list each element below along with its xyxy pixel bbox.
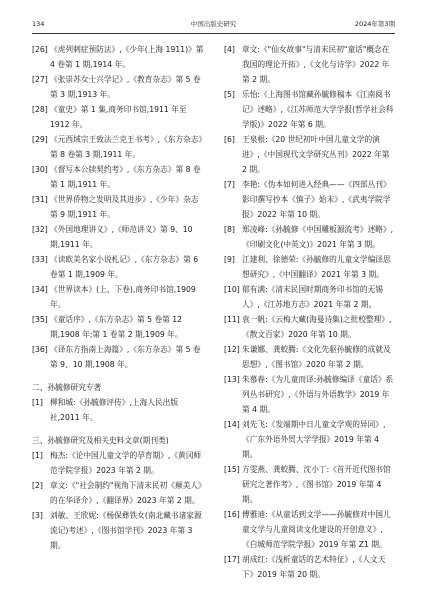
reference-text: 柳和城:《孙毓修评传》,上海人民出版社,2011 年。 <box>50 398 179 422</box>
reference-text: 胡成红:《浅析童话的艺术特征》,《人文天下》2019 年第 20 期。 <box>242 555 386 579</box>
reference-text: 袁一帆:《云梅大藏(海曼诗集)之批校整理》,《散文百家》2020 年第 10 期。 <box>242 315 392 339</box>
reference-entry <box>32 342 204 372</box>
reference-text: 刘先飞:《发端期中日儿童文学观的异同》,《广东外语外贸大学学报》2019 年第 4 期。 <box>242 420 386 459</box>
reference-text: 章文:《"社会制约"视角下清末民初《颠美人》的在华译介》,《翻译界》2023 年第 2 期。 <box>50 481 202 505</box>
reference-number: [32] <box>32 225 48 234</box>
reference-list-monographs <box>32 395 204 425</box>
reference-entry <box>224 552 396 582</box>
reference-entry <box>32 478 204 508</box>
reference-number: [30] <box>32 165 48 174</box>
reference-entry <box>224 372 396 417</box>
reference-number: [27] <box>32 75 48 84</box>
reference-entry <box>32 312 204 342</box>
reference-entry <box>224 312 396 342</box>
reference-text: 郁有满:《清末民国时期商务印书馆的无锡人》,《江苏地方志》2021 年第 2 期。 <box>242 285 383 309</box>
left-column <box>32 42 204 553</box>
reference-text: 刘敏、王欣妮:《杨保彝铁女(南北藏书诸家源流记)考述》,《图书馆学刊》2023 年第 3 期。 <box>50 511 202 550</box>
reference-entry <box>32 282 204 312</box>
reference-text: 《读欧美名家小说札记》,《东方杂志》第 6 卷第 1 期,1909 年。 <box>50 255 199 279</box>
reference-number: [16] <box>224 510 240 519</box>
reference-entry <box>224 87 396 132</box>
reference-text: 王泉根:《20 世纪初叶中国儿童文学的演进》,《中国现代文学研究丛刊》2022 年第 2 期。 <box>242 135 390 174</box>
reference-text: 江建利、徐德荣:《孙毓修的儿童文学编译思想研究》,《中国翻译》2021 年第 3 期。 <box>242 255 391 279</box>
reference-number: [2] <box>32 481 43 490</box>
reference-number: [3] <box>32 511 43 520</box>
right-column <box>224 42 396 582</box>
page-header <box>32 18 395 30</box>
reference-number: [4] <box>224 45 235 54</box>
reference-text: 《世界侨物之发明及其进步》,《少年》杂志第 9 期,1911 年。 <box>50 195 199 219</box>
reference-list-articles <box>32 448 204 553</box>
reference-entry <box>224 417 396 462</box>
reference-text: 章文:《"仙女故事"与清末民初"童话"概念在我国的理论开拓》,《文化与诗学》2022 年第 2 期。 <box>242 45 390 84</box>
reference-entry <box>32 192 204 222</box>
reference-text: 《世界读本》(上、下卷),商务印书馆,1909 年。 <box>50 285 196 309</box>
issue-label: 2024年第3期 <box>354 20 395 28</box>
reference-text: 梅杰:《论中国儿童文学的孕育期》,《黄冈师范学院学报》2023 年第 2 期。 <box>50 451 202 475</box>
reference-number: [9] <box>224 255 235 264</box>
reference-number: [28] <box>32 105 48 114</box>
reference-entry <box>32 508 204 553</box>
reference-entry <box>224 42 396 87</box>
reference-entry <box>32 42 204 72</box>
reference-text: 《译东方指南上海篇》,《东方杂志》第 5 卷第 9、10 期,1908 年。 <box>50 345 201 369</box>
reference-entry <box>224 342 396 372</box>
reference-text: 《督写本公牍契约考》,《东方杂志》第 8 卷第 1 期,1911 年。 <box>50 165 201 189</box>
journal-title: 中国出版史研究 <box>190 20 237 28</box>
reference-number: [12] <box>224 345 240 354</box>
reference-entry <box>32 72 204 102</box>
reference-entry <box>224 177 396 222</box>
section-heading-monographs: 二、孙毓修研究专著 <box>32 383 102 392</box>
reference-entry <box>32 162 204 192</box>
reference-number: [26] <box>32 45 48 54</box>
reference-number: [5] <box>224 90 235 99</box>
reference-number: [36] <box>32 345 48 354</box>
reference-number: [35] <box>32 315 48 324</box>
reference-number: [14] <box>224 420 240 429</box>
reference-entry <box>224 222 396 252</box>
reference-text: 《元西域宗王致法兰克王书考》,《东方杂志》第 8 卷第 3 期,1911 年。 <box>50 135 203 159</box>
reference-text: 朱谦娜、龚蛟腾:《文化先驱孙毓修的成就及思想》,《图书馆》2020 年第 2 期。 <box>242 345 391 369</box>
reference-entry <box>32 132 204 162</box>
reference-entry <box>224 132 396 177</box>
reference-number: [29] <box>32 135 48 144</box>
reference-number: [34] <box>32 285 48 294</box>
reference-text: 郑凌峰:《孙毓修《中国雕板源流考》述略》,《印刷文化(中英文)》2021 年第 3 期。 <box>242 225 394 249</box>
reference-number: [1] <box>32 451 43 460</box>
reference-text: 《童史》第 1 集,商务印书馆,1911 年至 1912 年。 <box>50 105 187 129</box>
reference-entry <box>32 222 204 252</box>
reference-number: [1] <box>32 398 43 407</box>
reference-text: 《虎列剌症预防法》,《少年(上海 1911)》第 4 卷第 1 期,1914 年。 <box>50 45 204 69</box>
reference-entry <box>32 252 204 282</box>
reference-number: [11] <box>224 315 240 324</box>
reference-number: [6] <box>224 135 235 144</box>
reference-number: [7] <box>224 180 235 189</box>
reference-entry <box>32 448 204 478</box>
reference-text: 方雯燕、龚蛟腾、沈小丁:《首开近代图书馆研究之著作考》,《图书馆》2019 年第 4 期。 <box>242 465 391 504</box>
reference-entry <box>32 395 204 425</box>
reference-entry <box>224 282 396 312</box>
reference-entry <box>224 507 396 552</box>
reference-text: 朱慕春:《为儿童而译:孙毓修编译《童话》系列丛书研究》,《外语与外语教学》2019 年第 4 期。 <box>242 375 394 414</box>
reference-number: [31] <box>32 195 48 204</box>
reference-number: [17] <box>224 555 240 564</box>
reference-entry <box>224 252 396 282</box>
header-rule <box>32 33 395 34</box>
reference-text: 《张崇苏女士兴学记》,《教育杂志》第 5 卷第 3 期,1913 年。 <box>50 75 201 99</box>
reference-text: 傅雅迪:《从童话到文学——孙毓修对中国儿童文学与儿童阅读文化建设的开创意义》,《白城师范学院学报》2019 年第 Z1 期。 <box>242 510 391 549</box>
reference-entry <box>32 102 204 132</box>
reference-number: [33] <box>32 255 48 264</box>
page-number: 134 <box>32 20 45 28</box>
reference-number: [8] <box>224 225 235 234</box>
reference-list-main <box>32 42 204 372</box>
reference-number: [15] <box>224 465 240 474</box>
reference-list-articles-continued <box>224 42 396 582</box>
reference-entry <box>224 462 396 507</box>
reference-text: 乐怡:《上海图书馆藏孙毓修稿本《江南阅书记》述略》,《江苏师范大学学报(哲学社会科学版)》2022 年第 6 期。 <box>242 90 394 129</box>
reference-number: [13] <box>224 375 240 384</box>
reference-text: 《童话序》,《东方杂志》第 5 卷第 12 期,1908 年;第 1 卷第 2 期,1909 年。 <box>50 315 183 339</box>
reference-text: 李艳:《伪本如何进入经典——《四部丛刊》影印撰写抄本《慎子》始末》,《武夷学院学报》2022 年第 10 期。 <box>242 180 391 219</box>
section-heading-articles: 三、孙毓修研究及相关史料文章(期刊类) <box>32 436 169 445</box>
reference-number: [10] <box>224 285 240 294</box>
reference-text: 《外国地理讲义》,《师范讲义》第 9、10 期,1911 年。 <box>50 225 193 249</box>
